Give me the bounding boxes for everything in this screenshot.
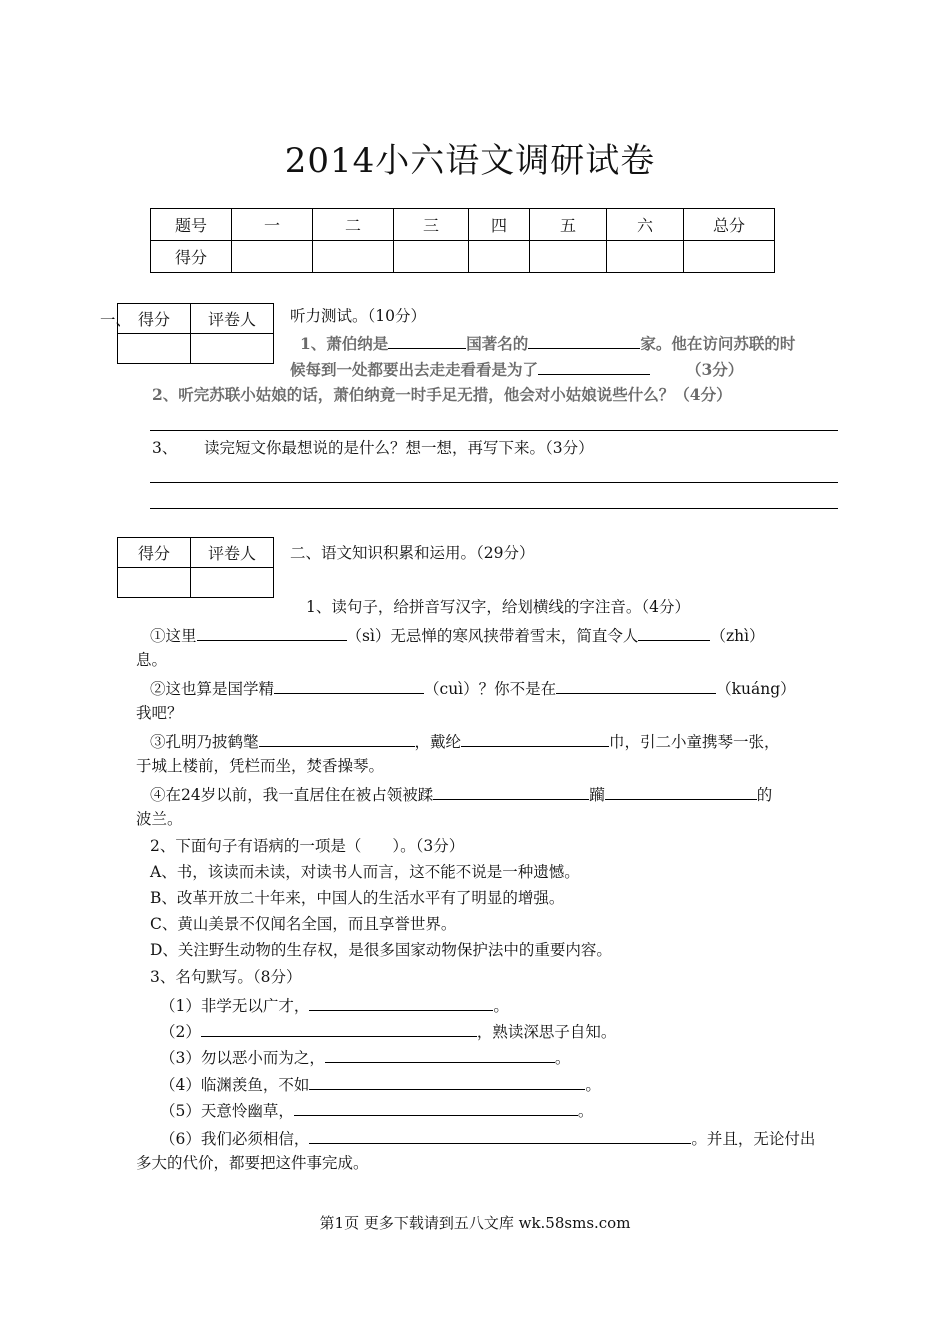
sentence-3-line1: ③孔明乃披鹤氅 ，戴纶 巾，引二小童携琴一张， [150,730,780,752]
grader-score-cell[interactable] [118,568,191,598]
section2-q1: 1、读句子，给拼音写汉字，给划横线的字注音。（4分） [306,598,690,616]
grader-box-2 [117,537,274,598]
score-cell[interactable] [530,241,607,273]
sentence-4-line1: ④在24岁以前，我一直居住在被占领被蹂 躏 的 [150,783,772,805]
section2-q2: 2、下面句子有语病的一项是（ ）。（3分） [150,837,465,855]
score-table-header: 二 [313,209,394,241]
answer-line[interactable] [150,430,838,431]
section2-heading: 二、语文知识积累和运用。（29分） [290,544,535,562]
section2-q3: 3、名句默写。（8分） [150,968,302,986]
page-title: 2014小六语文调研试卷 [284,141,656,181]
quote-6-line2: 多大的代价，都要把这件事完成。 [136,1154,369,1172]
score-cell[interactable] [469,241,530,273]
score-table-header: 六 [607,209,684,241]
grader-box-1 [117,303,274,364]
quote-5: （5）天意怜幽草， 。 [160,1099,593,1121]
score-table-header: 三 [394,209,469,241]
grader-name-label: 评卷人 [191,304,274,334]
option-d: D、关注野生动物的生存权，是很多国家动物保护法中的重要内容。 [150,941,612,959]
option-b: B、改革开放二十年来，中国人的生活水平有了明显的增强。 [150,889,565,907]
page-footer: 第1页 更多下载请到五八文库 wk.58sms.com [319,1214,631,1232]
option-c: C、黄山美景不仅闻名全国，而且享誉世界。 [150,915,457,933]
grader-score-label: 得分 [118,304,191,334]
quote-4: （4）临渊羡鱼，不如 。 [160,1073,601,1095]
section1-q1-line2: 候每到一处都要出去走走看看是为了 （3分） [290,360,744,379]
score-cell[interactable] [607,241,684,273]
score-cell[interactable] [313,241,394,273]
score-table-header: 五 [530,209,607,241]
score-cell[interactable] [394,241,469,273]
score-cell[interactable] [684,241,775,273]
sentence-4-line2: 波兰。 [136,810,183,828]
score-table-header: 一 [232,209,313,241]
score-table-header: 总分 [684,209,775,241]
section1-q1-line1: 1、萧伯纳是 国著名的 家。他在访问苏联的时 [300,334,796,353]
quote-2: （2） ，熟读深思子自知。 [160,1020,616,1042]
quote-3: （3）勿以恶小而为之， 。 [160,1046,570,1068]
answer-line[interactable] [150,482,838,483]
score-table [150,208,775,273]
quote-1: （1）非学无以广才， 。 [160,994,509,1016]
grader-name-cell[interactable] [191,334,274,364]
section1-q3: 读完短文你最想说的是什么？想一想，再写下来。（3分） [204,439,594,457]
option-a: A、书，该读而未读，对读书人而言，这不能不说是一种遗憾。 [150,863,580,881]
score-table-header: 题号 [151,209,232,241]
score-table-header: 四 [469,209,530,241]
score-cell[interactable] [232,241,313,273]
section1-prefix: 一、 [100,311,132,329]
section1-q3-num: 3、 [152,439,178,457]
grader-name-cell[interactable] [191,568,274,598]
grader-score-cell[interactable] [118,334,191,364]
section1-heading: 听力测试。（10分） [290,307,426,325]
quote-6-line1: （6）我们必须相信， 。并且，无论付出 [160,1127,815,1149]
sentence-1-line1: ①这里 （sì）无忌惮的寒风挟带着雪末，简直令人 （zhì） [150,624,765,646]
sentence-3-line2: 于城上楼前，凭栏而坐，焚香操琴。 [136,757,385,775]
section1-q2: 2、听完苏联小姑娘的话，萧伯纳竟一时手足无措，他会对小姑娘说些什么？（4分） [152,385,732,404]
grader-name-label: 评卷人 [191,538,274,568]
sentence-1-line2: 息。 [136,651,168,669]
grader-score-label: 得分 [118,538,191,568]
sentence-2-line1: ②这也算是国学精 （cuì）？你不是在 （kuáng） [150,677,796,699]
score-table-label: 得分 [151,241,232,273]
answer-line[interactable] [150,508,838,509]
sentence-2-line2: 我吧？ [136,704,183,722]
